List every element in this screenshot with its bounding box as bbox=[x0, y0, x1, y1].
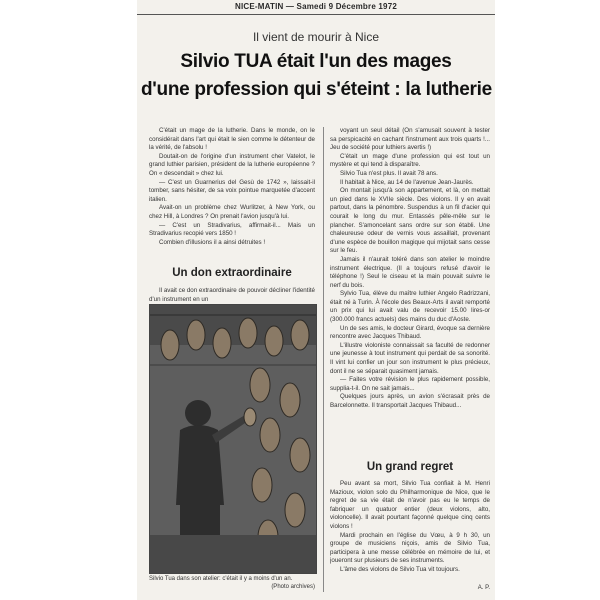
photo-caption bbox=[149, 575, 315, 591]
headline bbox=[141, 48, 491, 104]
paragraph: C'était un mage d'une profession qui est tout un mystère et qui tend à disparaître. bbox=[330, 152, 490, 169]
paragraph: Peu avant sa mort, Silvio Tua confiait à M. Henri Mazioux, violon solo du Philharmonique de Nice, que le regret de sa vie était de n'avoir pas eu le temps de fabriquer un quatuor entier (deux violons, alto, violoncelle). Il avait pourtant façonné quelque cinq cents violons ! bbox=[330, 480, 490, 530]
workshop-photo bbox=[149, 304, 317, 574]
paragraph: Silvio Tua n'est plus. Il avait 78 ans. bbox=[340, 169, 438, 177]
paragraph: On montait jusqu'à son appartement, et là, on mettait un pied dans le XVIIe siècle. Des violons. Il y en avait partout, dans la pénombre. Suspendus à un fil d'acier qui courait le long du mur. Entassés pêle-mêle sur le plancher. S'amoncelant sans ordre sur son établi. Une chaleureuse odeur de vernis vous assaillait, provenant d'une espèce de bouillon magique qui mijotait sans cesse sur le feu. bbox=[330, 187, 490, 255]
article-column-right bbox=[330, 127, 490, 457]
paragraph: Un de ses amis, le docteur Girard, évoque sa dernière rencontre avec Jacques Thibaud. bbox=[330, 324, 490, 341]
paragraph: — Faites votre révision le plus rapidement possible, supplia-t-il. On ne sait jamais... bbox=[330, 376, 490, 392]
paragraph: Quelques jours après, un avion s'écrasait près de Barcelonnette. Il transportait Jacques Thibaud... bbox=[330, 393, 490, 409]
paragraph: Sylvio Tua, élève du maître luthier Angelo Radrizzani, était né à Turin. À l'école des Beaux-Arts il avait remporté un prix qui lui avait valu de recevoir 15.00 lires-or (300.000 francs actuels) des mains du duc d'Aoste. bbox=[330, 290, 490, 324]
paragraph: Il avait ce don extraordinaire de pouvoir décliner l'identité d'un instrument en un bbox=[149, 287, 315, 303]
newspaper-page bbox=[137, 0, 495, 600]
caption-text: Silvio Tua dans son atelier: c'était il y a moins d'un an. bbox=[149, 576, 293, 582]
column-divider bbox=[323, 127, 324, 592]
paragraph: — C'est un Guarnerius del Gesù de 1742 », laissait-il tomber, sans hésiter, de sa voix pointue marquetée d'accent italien. bbox=[149, 178, 315, 203]
paragraph: voyant un seul détail (On s'amusait souvent à tester sa perspicacité en cachant l'instrument aux trois quarts !... Jeu de société pour luthiers avertis !) bbox=[330, 127, 490, 152]
article-column-right-continued bbox=[330, 480, 490, 592]
paragraph: Avait-on un problème chez Wurlitzer, à New York, ou chez Hill, à Londres ? On prenait l'avion jusqu'à lui. bbox=[149, 204, 315, 220]
paragraph: Doutait-on de l'origine d'un instrument cher Vatelot, le grand luthier parisien, président de la lutherie européenne ? On « descendait » chez lui. bbox=[149, 152, 315, 177]
paragraph: Mardi prochain en l'église du Vœu, à 9 h 30, un groupe de musiciens niçois, amis de Silvio Tua, participera à une messe célébrée en mémoire de lui, et joueront sur plusieurs de ses instruments. bbox=[330, 531, 490, 565]
paragraph: L'illustre violoniste connaissait sa faculté de redonner une jeunesse à tout instrument qui perdait de sa sonorité. Il vint lui confier un jour son instrument le plus précieux, dont il ne se séparait quasiment jamais. bbox=[330, 341, 490, 375]
headline-line-2: d'une profession qui s'éteint : la lutherie bbox=[141, 79, 492, 100]
luthier-workshop-illustration bbox=[150, 305, 316, 573]
paragraph: Combien d'illusions il a ainsi détruites ! bbox=[159, 238, 266, 246]
paragraph: Il habitait à Nice, au 14 de l'avenue Jean-Jaurès. bbox=[340, 178, 474, 186]
author-signature: A. P. bbox=[477, 585, 490, 591]
subheading-regret: Un grand regret bbox=[366, 461, 454, 473]
paragraph: — C'est un Stradivarius, affirmait-il... Mais un Stradivarius recopié vers 1850 ! bbox=[149, 221, 315, 238]
headline-line-1: Silvio TUA était l'un des mages bbox=[180, 51, 452, 72]
caption-source: (Photo archives) bbox=[271, 584, 315, 590]
paragraph: Jamais il n'aurait toléré dans son atelier le moindre instrument électrique. (Il a toujours refusé d'avoir le téléphone !) Seul le ciseau et la main pouvait suivre le nerf du bois. bbox=[330, 255, 490, 289]
kicker: Il vient de mourir à Nice bbox=[252, 30, 380, 44]
subheading-gift: Un don extraordinaire bbox=[172, 267, 292, 279]
paragraph: L'âme des violons de Silvio Tua vit toujours. bbox=[340, 565, 460, 573]
masthead: NICE-MATIN — Samedi 9 Décembre 1972 bbox=[137, 0, 495, 15]
paragraph: C'était un mage de la lutherie. Dans le monde, on le considérait dans l'art qui était le sien comme le détenteur de la vérité, de l'absolu ! bbox=[149, 127, 315, 152]
article-column-left bbox=[149, 127, 315, 267]
